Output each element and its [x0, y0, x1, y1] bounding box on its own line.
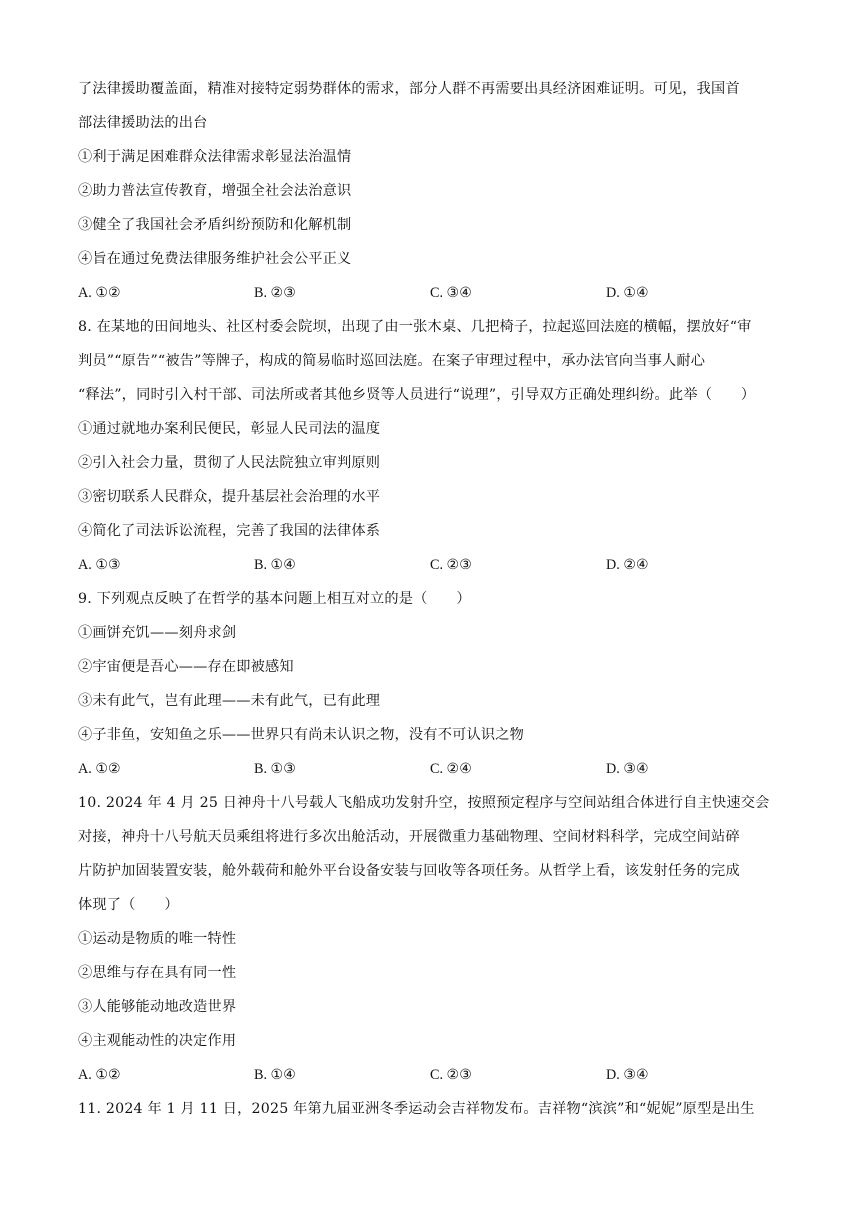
q10-option-a: A. ①②: [78, 1067, 121, 1083]
q7-statement-4: ④旨在通过免费法律服务维护社会公平正义: [78, 251, 352, 267]
q9-statement-2: ②宇宙便是吾心——存在即被感知: [78, 659, 294, 675]
q10-option-d: D. ③④: [606, 1067, 649, 1083]
q8-statement-2: ②引入社会力量，贯彻了人民法院独立审判原则: [78, 455, 381, 471]
q7-statement-2: ②助力普法宣传教育，增强全社会法治意识: [78, 183, 352, 199]
q9-statement-4: ④子非鱼，安知鱼之乐——世界只有尚未认识之物，没有不可认识之物: [78, 727, 525, 743]
q9-stem: 9. 下列观点反映了在哲学的基本问题上相互对立的是（ ）: [78, 591, 471, 607]
q8-option-d: D. ②④: [606, 557, 649, 573]
q9-options: [78, 752, 788, 786]
q7-text-line-2: 部法律援助法的出台: [78, 115, 208, 131]
q10-statement-2: ②思维与存在具有同一性: [78, 965, 237, 981]
q8-statement-1: ①通过就地办案利民便民，彰显人民司法的温度: [78, 421, 381, 437]
q10-options: [78, 1058, 788, 1092]
q8-statement-3: ③密切联系人民群众，提升基层社会治理的水平: [78, 489, 381, 505]
q7-options: [78, 276, 788, 310]
q8-stem-line-1: 8. 在某地的田间地头、社区村委会院坝，出现了由一张木桌、几把椅子，拉起巡回法庭的横幅，摆放好“审: [78, 319, 752, 335]
q8-option-b: B. ①④: [254, 557, 296, 573]
q8-stem-line-2: 判员”“原告”“被告”等牌子，构成的简易临时巡回法庭。在案子审理过程中，承办法官向当事人耐心: [78, 353, 706, 369]
q7-option-d: D. ①④: [606, 285, 649, 301]
q8-stem-line-3: “释法”，同时引入村干部、司法所或者其他乡贤等人员进行“说理”，引导双方正确处理纠纷。此举（ ）: [78, 387, 756, 403]
q9-statement-1: ①画饼充饥——刻舟求剑: [78, 625, 237, 641]
q9-statement-3: ③未有此气，岂有此理——未有此气，已有此理: [78, 693, 381, 709]
q9-option-a: A. ①②: [78, 761, 121, 777]
q9-option-c: C. ②④: [430, 761, 472, 777]
q8-options: [78, 548, 788, 582]
q7-statement-3: ③健全了我国社会矛盾纠纷预防和化解机制: [78, 217, 352, 233]
q10-stem-line-1: 10. 2024 年 4 月 25 日神舟十八号载人飞船成功发射升空，按照预定程序与空间站组合体进行自主快速交会: [78, 795, 770, 811]
q10-stem-line-4: 体现了（ ）: [78, 897, 179, 913]
q8-option-a: A. ①③: [78, 557, 121, 573]
q7-text-line-1: 了法律援助覆盖面，精准对接特定弱势群体的需求，部分人群不再需要出具经济困难证明。可见，我国首: [78, 81, 740, 97]
q8-option-c: C. ②③: [430, 557, 472, 573]
q11-stem-line-1: 11. 2024 年 1 月 11 日，2025 年第九届亚洲冬季运动会吉祥物发布。吉祥物“滨滨”和“妮妮”原型是出生: [78, 1101, 755, 1117]
q7-option-a: A. ①②: [78, 285, 121, 301]
q10-stem-line-3: 片防护加固装置安装，舱外载荷和舱外平台设备安装与回收等各项任务。从哲学上看，该发射任务的完成: [78, 863, 740, 879]
q10-statement-3: ③人能够能动地改造世界: [78, 999, 237, 1015]
q8-statement-4: ④简化了司法诉讼流程，完善了我国的法律体系: [78, 523, 381, 539]
q10-option-b: B. ①④: [254, 1067, 296, 1083]
q7-option-c: C. ③④: [430, 285, 472, 301]
q7-statement-1: ①利于满足困难群众法律需求彰显法治温情: [78, 149, 352, 165]
q10-statement-1: ①运动是物质的唯一特性: [78, 931, 237, 947]
q7-option-b: B. ②③: [254, 285, 296, 301]
q9-option-d: D. ③④: [606, 761, 649, 777]
document-page: [78, 72, 788, 1126]
q10-stem-line-2: 对接，神舟十八号航天员乘组将进行多次出舱活动，开展微重力基础物理、空间材料科学，完成空间站碎: [78, 829, 740, 845]
q10-statement-4: ④主观能动性的决定作用: [78, 1033, 237, 1049]
q9-option-b: B. ①③: [254, 761, 296, 777]
q10-option-c: C. ②③: [430, 1067, 472, 1083]
